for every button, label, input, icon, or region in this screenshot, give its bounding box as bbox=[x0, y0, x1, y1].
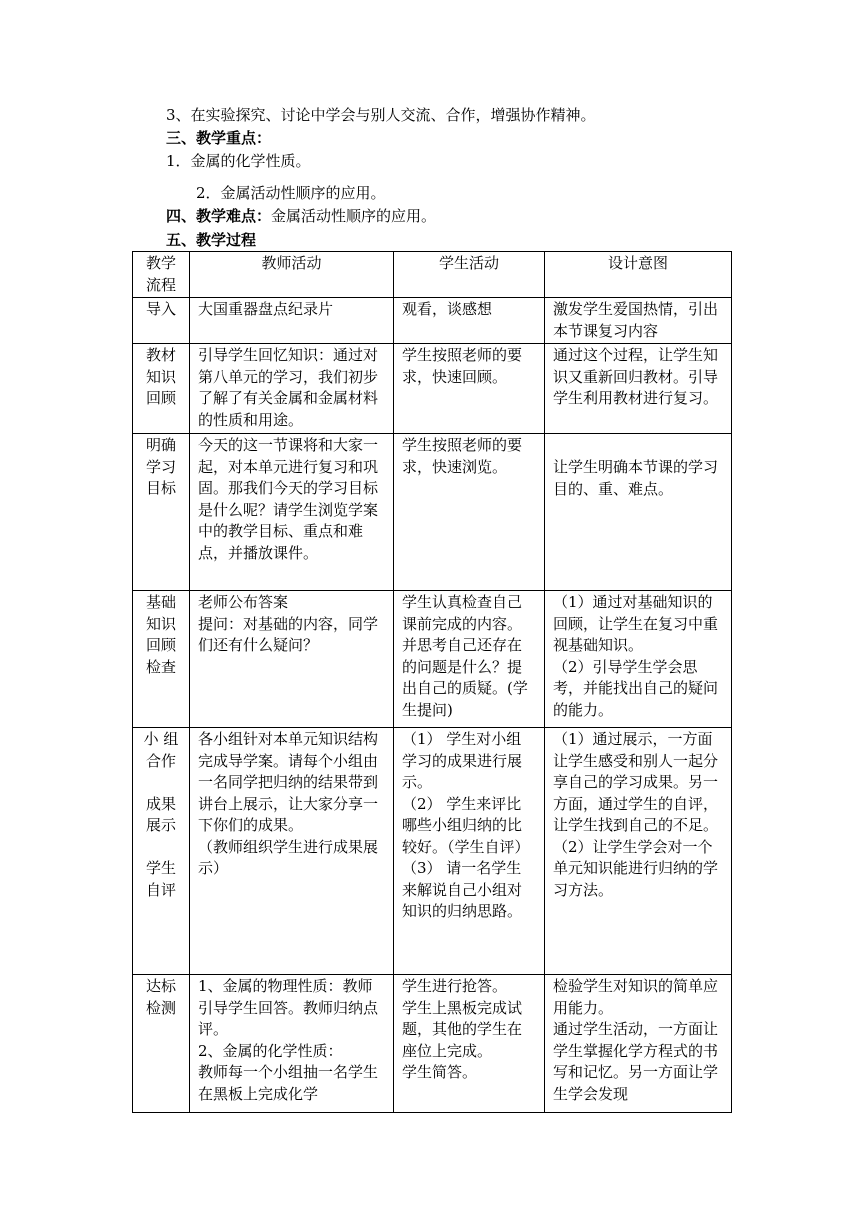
table-row bbox=[133, 591, 732, 728]
row-intent: （1）通过展示，一方面让学生感受和别人一起分享自己的学习成果。另一方面，通过学生的自评，让学生找到自己的不足。 （2）让学生学会对一个单元知识能进行归纳的学习方法。 bbox=[545, 728, 732, 975]
row-teacher: 大国重器盘点纪录片 bbox=[190, 298, 394, 344]
row-student: 学生按照老师的要求，快速浏览。 bbox=[394, 434, 545, 591]
row-student: 学生认真检查自己课前完成的内容。并思考自己还存在的问题是什么？提出自己的质疑。(学生提问) bbox=[394, 591, 545, 728]
key-point-1: 1．金属的化学性质。 bbox=[166, 152, 311, 170]
table-row bbox=[133, 728, 732, 975]
row-teacher: 各小组针对本单元知识结构完成导学案。请每个小组由一名同学把归纳的结果带到讲台上展示，让大家分享一下你们的成果。 （教师组织学生进行成果展示） bbox=[190, 728, 394, 975]
header-intent: 设计意图 bbox=[545, 252, 732, 298]
table-row bbox=[133, 434, 732, 591]
objective-3: 3、在实验探究、讨论中学会与别人交流、合作，增强协作精神。 bbox=[166, 106, 596, 124]
row-teacher: 1、金属的物理性质：教师引导学生回答。教师归纳点评。 2、金属的化学性质： 教师每一个小组抽一名学生在黑板上完成化学 bbox=[190, 975, 394, 1113]
table-row bbox=[133, 975, 732, 1113]
table-row bbox=[133, 344, 732, 434]
header-student: 学生活动 bbox=[394, 252, 545, 298]
row-teacher: 老师公布答案 提问：对基础的内容，同学们还有什么疑问？ bbox=[190, 591, 394, 728]
row-intent: 通过这个过程，让学生知识又重新回归教材。引导学生利用教材进行复习。 bbox=[545, 344, 732, 434]
row-intent: 激发学生爱国热情，引出本节课复习内容 bbox=[545, 298, 732, 344]
lesson-process-table bbox=[132, 251, 732, 1113]
key-point-2: 2．金属活动性顺序的应用。 bbox=[196, 184, 386, 202]
row-flow: 明确 学习 目标 bbox=[133, 434, 190, 591]
row-flow: 小 组 合作 成果 展示 学生 自评 bbox=[133, 728, 190, 975]
row-flow: 教材 知识 回顾 bbox=[133, 344, 190, 434]
heading-difficulty: 四、教学难点： bbox=[166, 207, 272, 225]
difficulty-text: 金属活动性顺序的应用。 bbox=[271, 207, 437, 225]
header-teacher: 教师活动 bbox=[190, 252, 394, 298]
difficulty-line bbox=[166, 205, 436, 227]
table-header-row bbox=[133, 252, 732, 298]
row-student: （1） 学生对小组学习的成果进行展示。 （2） 学生来评比哪些小组归纳的比较好。（学生自评） （3） 请一名学生来解说自己小组对知识的归纳思路。 bbox=[394, 728, 545, 975]
row-flow: 达标 检测 bbox=[133, 975, 190, 1113]
heading-process: 五、教学过程 bbox=[166, 231, 257, 249]
row-student: 观看，谈感想 bbox=[394, 298, 545, 344]
header-flow: 教学 流程 bbox=[133, 252, 190, 298]
row-student: 学生按照老师的要求，快速回顾。 bbox=[394, 344, 545, 434]
row-intent: 让学生明确本节课的学习目的、重、难点。 bbox=[545, 434, 732, 591]
table-row bbox=[133, 298, 732, 344]
row-teacher: 引导学生回忆知识：通过对第八单元的学习，我们初步了解了有关金属和金属材料的性质和用途。 bbox=[190, 344, 394, 434]
row-intent: （1）通过对基础知识的回顾，让学生在复习中重视基础知识。 （2）引导学生学会思考，并能找出自己的疑问的能力。 bbox=[545, 591, 732, 728]
row-intent: 检验学生对知识的简单应用能力。 通过学生活动，一方面让学生掌握化学方程式的书写和记忆。另一方面让学生学会发现 bbox=[545, 975, 732, 1113]
row-flow: 导入 bbox=[133, 298, 190, 344]
row-student: 学生进行抢答。 学生上黑板完成试题，其他的学生在座位上完成。 学生简答。 bbox=[394, 975, 545, 1113]
heading-key-points: 三、教学重点： bbox=[166, 129, 272, 147]
row-flow: 基础 知识 回顾 检查 bbox=[133, 591, 190, 728]
row-teacher: 今天的这一节课将和大家一起，对本单元进行复习和巩固。那我们今天的学习目标是什么呢？请学生浏览学案中的教学目标、重点和难点，并播放课件。 bbox=[190, 434, 394, 591]
